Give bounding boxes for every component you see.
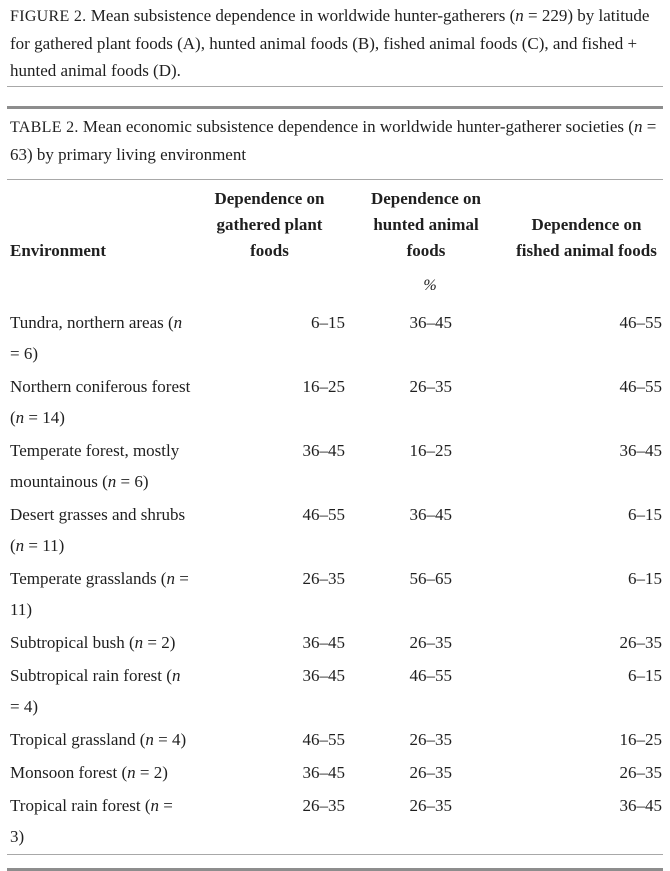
table-bottom-thin-rule xyxy=(7,854,663,855)
subsistence-table xyxy=(7,180,663,854)
fished-value-cell: 6–15 xyxy=(628,666,662,685)
hunted-value-cell: 26–35 xyxy=(409,633,452,652)
gathered-value-cell: 36–45 xyxy=(302,763,345,782)
header-line: Dependence on xyxy=(531,215,642,234)
table-row xyxy=(7,435,663,499)
table-row xyxy=(7,724,663,757)
gathered-value-cell: 26–35 xyxy=(302,569,345,588)
unit-label: % xyxy=(423,277,437,294)
column-header-hunted xyxy=(352,180,500,264)
environment-cell: Northern coniferous forest (n = 14) xyxy=(10,377,191,427)
gathered-value-cell: 46–55 xyxy=(302,505,345,524)
table-body xyxy=(7,299,663,854)
table-caption xyxy=(7,111,663,168)
table-caption-label: TABLE 2. xyxy=(10,119,79,136)
figure-caption-text: Mean subsistence dependence in worldwide hunter-gatherers (n = 229) by latitude for gathered plant foods (A), hunted animal foods (B), fished animal foods (C), and fished + hunted animal foods (D). xyxy=(10,6,650,80)
environment-cell: Tropical grassland (n = 4) xyxy=(10,730,187,749)
hunted-value-cell: 26–35 xyxy=(409,730,452,749)
table-top-thick-rule xyxy=(7,106,663,109)
gathered-value-cell: 6–15 xyxy=(311,313,345,332)
fished-value-cell: 46–55 xyxy=(619,377,662,396)
gathered-value-cell: 26–35 xyxy=(302,796,345,815)
hunted-value-cell: 26–35 xyxy=(409,796,452,815)
fished-value-cell: 26–35 xyxy=(619,633,662,652)
gathered-value-cell: 36–45 xyxy=(302,441,345,460)
column-header-gathered xyxy=(197,180,352,264)
environment-cell: Tropical rain forest (n = 3) xyxy=(10,796,173,846)
environment-cell: Subtropical bush (n = 2) xyxy=(10,633,176,652)
column-header-environment xyxy=(7,180,197,264)
table-caption-text: Mean economic subsistence dependence in worldwide hunter-gatherer societies (n = 63) by primary living environment xyxy=(10,117,657,164)
gathered-value-cell: 36–45 xyxy=(302,633,345,652)
unit-row-empty-cell xyxy=(7,264,197,299)
figure-caption-label: FIGURE 2. xyxy=(10,8,87,25)
table-row xyxy=(7,757,663,790)
hunted-value-cell: 46–55 xyxy=(409,666,452,685)
header-line: Environment xyxy=(10,241,107,260)
hunted-value-cell: 26–35 xyxy=(409,763,452,782)
header-line: hunted animal foods xyxy=(373,215,479,260)
fished-value-cell: 26–35 xyxy=(619,763,662,782)
table-row xyxy=(7,499,663,563)
gathered-value-cell: 16–25 xyxy=(302,377,345,396)
header-line: gathered plant foods xyxy=(216,215,323,260)
figure-caption xyxy=(7,0,663,84)
fished-value-cell: 16–25 xyxy=(619,730,662,749)
fished-value-cell: 36–45 xyxy=(619,796,662,815)
fished-value-cell: 6–15 xyxy=(628,505,662,524)
table-row xyxy=(7,660,663,724)
table-header xyxy=(7,180,663,299)
environment-cell: Desert grasses and shrubs (n = 11) xyxy=(10,505,186,555)
header-row xyxy=(7,180,663,264)
fished-value-cell: 6–15 xyxy=(628,569,662,588)
environment-cell: Monsoon forest (n = 2) xyxy=(10,763,168,782)
header-line: Dependence on xyxy=(214,189,325,208)
environment-cell: Subtropical rain forest (n = 4) xyxy=(10,666,181,716)
gathered-value-cell: 46–55 xyxy=(302,730,345,749)
fished-value-cell: 46–55 xyxy=(619,313,662,332)
hunted-value-cell: 26–35 xyxy=(409,377,452,396)
table-row xyxy=(7,627,663,660)
gathered-value-cell: 36–45 xyxy=(302,666,345,685)
table-row xyxy=(7,563,663,627)
column-header-fished xyxy=(500,180,663,264)
divider-under-figure-caption xyxy=(7,86,663,87)
environment-cell: Temperate forest, mostly mountainous (n = 6) xyxy=(10,441,180,491)
hunted-value-cell: 36–45 xyxy=(409,505,452,524)
hunted-value-cell: 56–65 xyxy=(409,569,452,588)
unit-row xyxy=(7,264,663,299)
table-row xyxy=(7,371,663,435)
fished-value-cell: 36–45 xyxy=(619,441,662,460)
hunted-value-cell: 16–25 xyxy=(409,441,452,460)
header-line: fished animal foods xyxy=(516,241,657,260)
table-row xyxy=(7,299,663,371)
environment-cell: Tundra, northern areas (n = 6) xyxy=(10,313,183,363)
environment-cell: Temperate grasslands (n = 11) xyxy=(10,569,189,619)
header-line: Dependence on xyxy=(370,189,482,208)
hunted-value-cell: 36–45 xyxy=(409,313,452,332)
table-row xyxy=(7,790,663,854)
